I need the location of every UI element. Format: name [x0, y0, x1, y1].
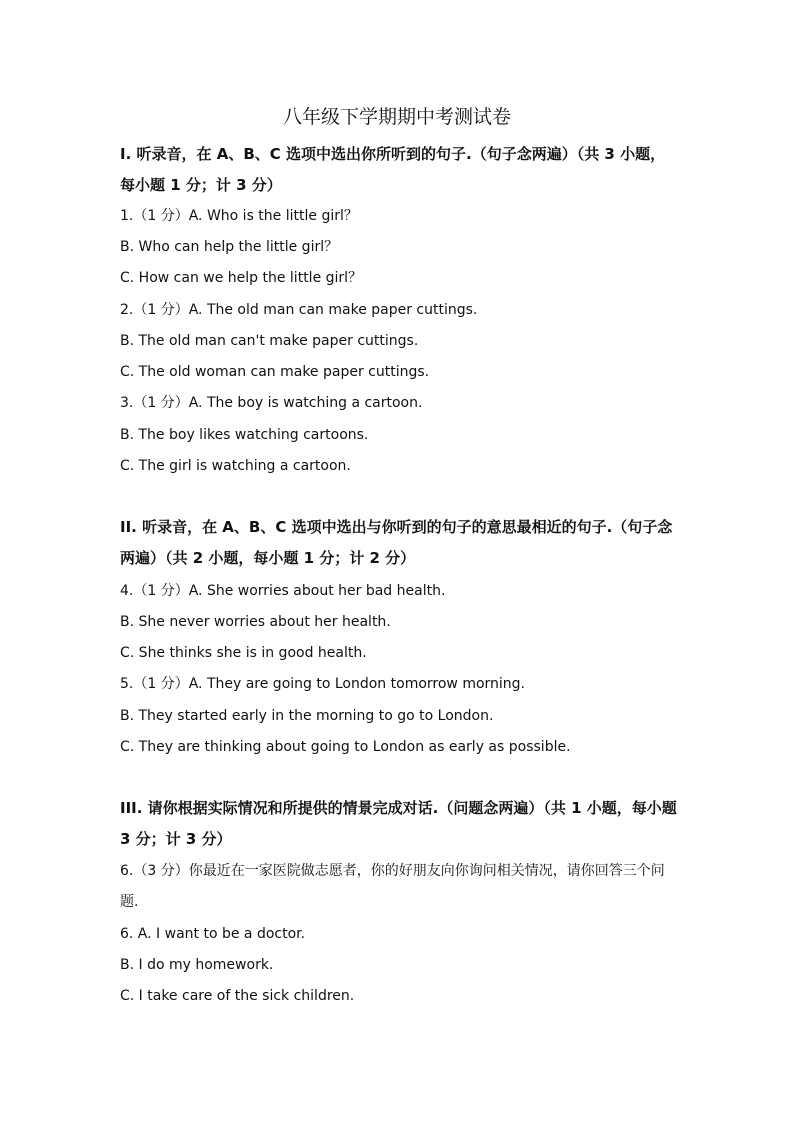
q4-option-c: C. She thinks she is in good health.: [120, 645, 367, 661]
q6-option-b: B. I do my homework.: [120, 957, 274, 973]
page-title: 八年级下学期期中考测试卷: [282, 106, 511, 128]
q6-option-c: C. I take care of the sick children.: [120, 988, 355, 1004]
q5-option-a: 5.（1 分）A. They are going to London tomorrow morning.: [120, 676, 526, 692]
q4-option-a: 4.（1 分）A. She worries about her bad health.: [120, 583, 446, 599]
q2-option-a: 2.（1 分）A. The old man can make paper cuttings.: [120, 302, 478, 318]
q3-option-c: C. The girl is watching a cartoon.: [120, 458, 351, 474]
section-3-heading: III. 请你根据实际情况和所提供的情景完成对话.（问题念两遍）（共 1 小题，每小题 3 分；计 3 分）: [120, 799, 677, 848]
q5-option-c: C. They are thinking about going to London as early as possible.: [120, 739, 571, 755]
q1-option-c: C. How can we help the little girl？: [120, 270, 363, 286]
q1-option-b: B. Who can help the little girl？: [120, 239, 339, 255]
q2-option-c: C. The old woman can make paper cuttings.: [120, 364, 430, 380]
section-1-heading: I. 听录音，在 A、B、C 选项中选出你所听到的句子.（句子念两遍）（共 3 小题，每小题 1 分；计 3 分）: [120, 145, 666, 194]
q6-option-a: 6. A. I want to be a doctor.: [120, 926, 306, 942]
q1-option-a: 1.（1 分）A. Who is the little girl？: [120, 208, 358, 224]
q5-option-b: B. They started early in the morning to go to London.: [120, 708, 494, 724]
q4-option-b: B. She never worries about her health.: [120, 614, 391, 630]
q3-option-a: 3.（1 分）A. The boy is watching a cartoon.: [120, 395, 423, 411]
q6-prompt: 6.（3 分）你最近在一家医院做志愿者，你的好朋友向你询问相关情况，请你回答三个问题.: [120, 863, 665, 910]
q2-option-b: B. The old man can't make paper cuttings.: [120, 333, 419, 349]
q3-option-b: B. The boy likes watching cartoons.: [120, 427, 369, 443]
section-2-heading: II. 听录音，在 A、B、C 选项中选出与你听到的句子的意思最相近的句子.（句子念两遍）（共 2 小题，每小题 1 分；计 2 分）: [120, 518, 673, 567]
